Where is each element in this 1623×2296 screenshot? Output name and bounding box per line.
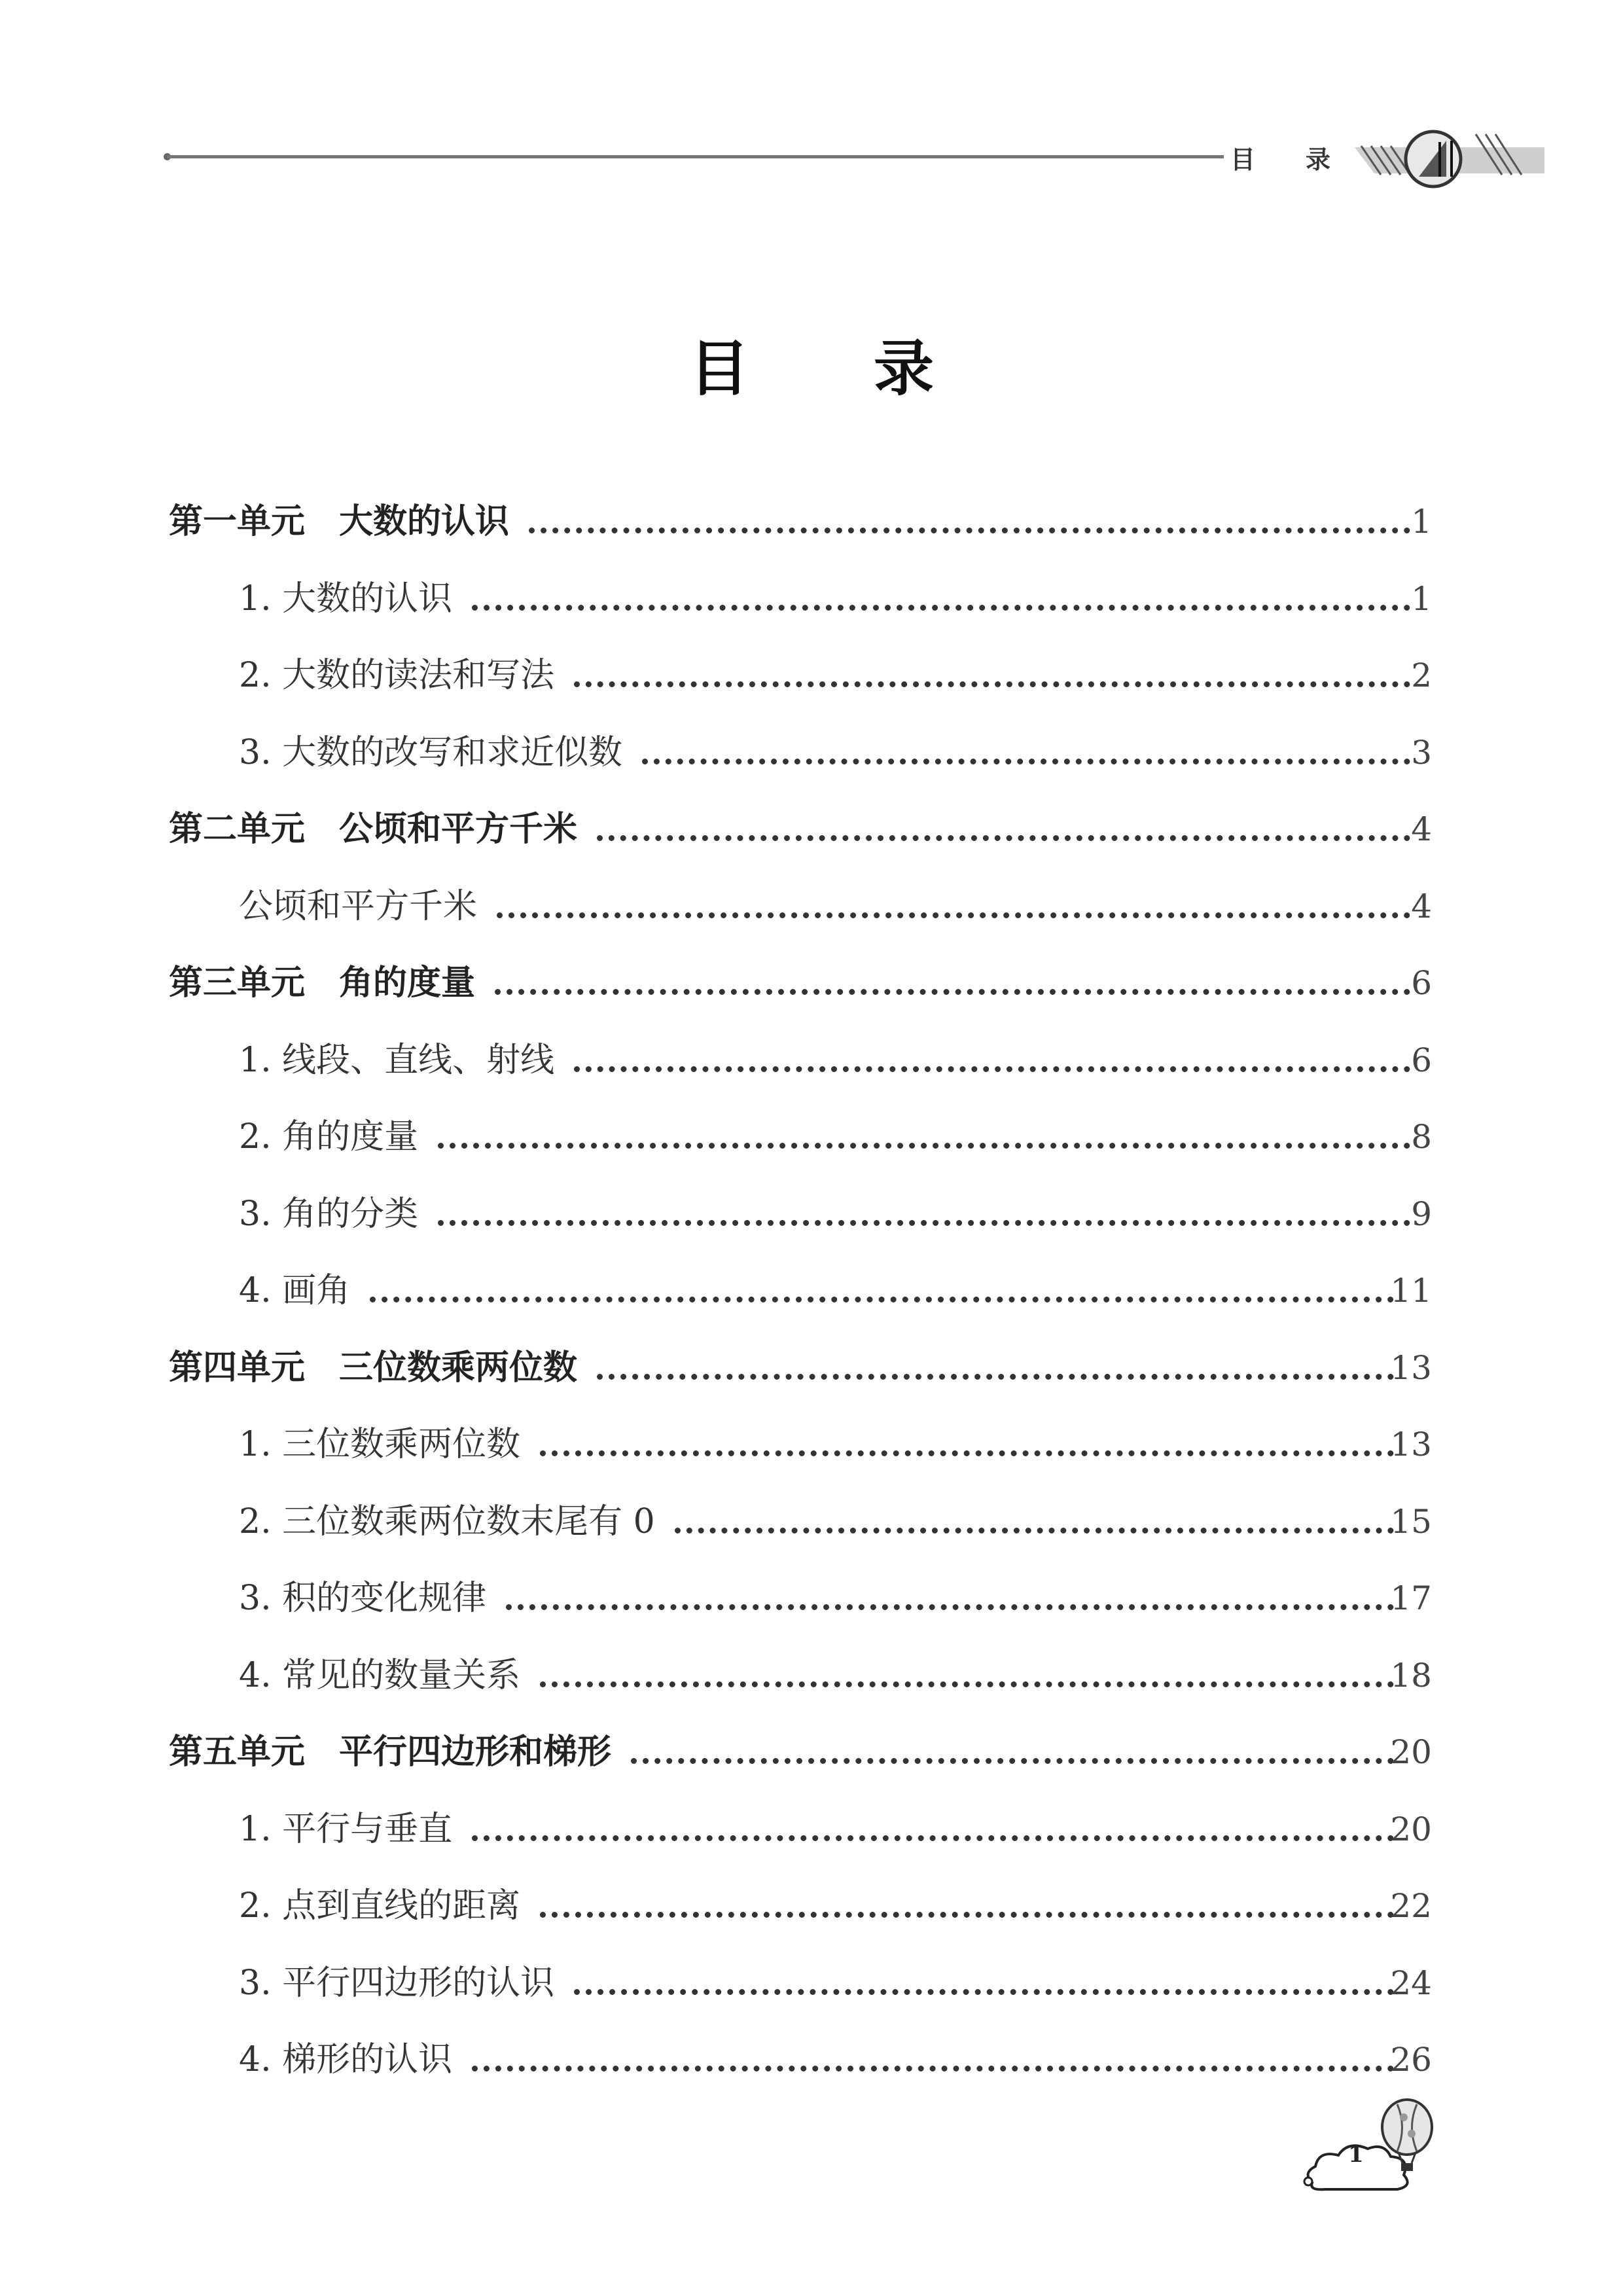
toc-page-number: 1 xyxy=(1411,503,1432,541)
toc-dot-leader xyxy=(675,1528,1394,1534)
toc-page-number: 6 xyxy=(1411,1041,1432,1079)
toc-entry-label: 2. 点到直线的距离 xyxy=(239,1886,521,1926)
toc-lesson-entry xyxy=(0,1646,1623,1705)
toc-dot-leader xyxy=(631,1758,1394,1764)
toc-dot-leader xyxy=(472,2066,1394,2072)
ruler-triangle-icon xyxy=(1348,121,1544,196)
toc-page-number: 22 xyxy=(1390,1887,1432,1925)
toc-entry-label: 3. 大数的改写和求近似数 xyxy=(239,732,623,772)
toc-lesson-entry xyxy=(0,723,1623,782)
toc-page-number: 9 xyxy=(1411,1194,1432,1233)
toc-entry-label: 第二单元 公顷和平方千米 xyxy=(169,810,578,849)
toc-entry-label: 4. 常见的数量关系 xyxy=(239,1655,521,1695)
toc-dot-leader xyxy=(472,1835,1394,1841)
toc-dot-leader xyxy=(574,681,1410,687)
toc-page-number: 18 xyxy=(1390,1656,1432,1695)
toc-lesson-entry xyxy=(0,2030,1623,2089)
toc-dot-leader xyxy=(497,912,1410,918)
toc-page-number: 24 xyxy=(1390,1964,1432,2002)
toc-page-number: 13 xyxy=(1390,1348,1432,1387)
toc-dot-leader xyxy=(438,1220,1410,1226)
toc-entry-label: 1. 平行与垂直 xyxy=(239,1809,453,1849)
toc-page-number: 20 xyxy=(1390,1810,1432,1848)
toc-entry-label: 3. 平行四边形的认识 xyxy=(239,1963,555,2003)
toc-page-number: 3 xyxy=(1411,733,1432,772)
toc-dot-leader xyxy=(574,1066,1410,1072)
toc-lesson-entry xyxy=(0,1492,1623,1551)
toc-lesson-entry xyxy=(0,646,1623,705)
toc-entry-label: 3. 角的分类 xyxy=(239,1194,419,1234)
header-label-left: 目 xyxy=(1230,145,1256,174)
toc-entry-label: 1. 大数的认识 xyxy=(239,579,453,619)
toc-entry-label: 公顷和平方千米 xyxy=(239,886,478,926)
toc-lesson-entry xyxy=(0,1415,1623,1474)
toc-lesson-entry xyxy=(0,1569,1623,1628)
toc-page-number: 6 xyxy=(1411,964,1432,1002)
toc-entry-label: 4. 梯形的认识 xyxy=(239,2040,453,2079)
toc-dot-leader xyxy=(438,1143,1410,1149)
toc-entry-label: 3. 积的变化规律 xyxy=(239,1579,487,1618)
toc-unit-entry xyxy=(0,492,1623,551)
toc-unit-entry xyxy=(0,800,1623,859)
toc-entry-label: 2. 三位数乘两位数末尾有 0 xyxy=(239,1501,655,1541)
toc-unit-entry xyxy=(0,954,1623,1013)
toc-dot-leader xyxy=(370,1297,1394,1302)
toc-page-number: 15 xyxy=(1390,1502,1432,1541)
page-title: 目录 xyxy=(689,334,1058,404)
toc-entry-label: 1. 线段、直线、射线 xyxy=(239,1040,555,1080)
toc-dot-leader xyxy=(529,528,1410,533)
toc-lesson-entry xyxy=(0,1185,1623,1244)
toc-page-number: 1 xyxy=(1411,579,1432,618)
toc-unit-entry xyxy=(0,1723,1623,1782)
toc-lesson-entry xyxy=(0,1261,1623,1320)
hot-air-balloon-cloud-icon xyxy=(1299,2098,1443,2196)
toc-page-number: 2 xyxy=(1411,656,1432,694)
toc-page-number: 13 xyxy=(1390,1426,1432,1463)
header-label-right: 录 xyxy=(1306,145,1331,174)
toc-dot-leader xyxy=(642,759,1410,764)
toc-page-number: 11 xyxy=(1390,1272,1432,1310)
toc-entry-label: 第五单元 平行四边形和梯形 xyxy=(169,1732,612,1772)
toc-entry-label: 第一单元 大数的认识 xyxy=(169,502,510,541)
toc-entry-label: 第四单元 三位数乘两位数 xyxy=(169,1348,578,1388)
toc-dot-leader xyxy=(495,989,1410,995)
toc-entry-label: 2. 角的度量 xyxy=(239,1117,419,1157)
toc-lesson-entry xyxy=(0,569,1623,628)
toc-dot-leader xyxy=(574,1989,1394,1995)
toc-dot-leader xyxy=(597,1374,1394,1380)
toc-entry-label: 4. 画角 xyxy=(239,1271,351,1310)
toc-entry-label: 第三单元 角的度量 xyxy=(169,963,476,1003)
toc-dot-leader xyxy=(540,1681,1394,1687)
toc-entry-label: 2. 大数的读法和写法 xyxy=(239,656,555,695)
toc-lesson-entry xyxy=(0,1031,1623,1090)
toc-page-number: 20 xyxy=(1390,1733,1432,1771)
toc-dot-leader xyxy=(540,1450,1394,1456)
toc-page-number: 4 xyxy=(1411,810,1432,848)
toc-dot-leader xyxy=(540,1912,1394,1918)
toc-page-number: 17 xyxy=(1390,1579,1432,1617)
toc-dot-leader xyxy=(597,835,1410,841)
page-number: 1 xyxy=(1348,2142,1364,2168)
toc-dot-leader xyxy=(506,1604,1394,1610)
toc-lesson-entry xyxy=(0,1876,1623,1935)
header-rule xyxy=(167,155,1224,158)
toc-entry-label: 1. 三位数乘两位数 xyxy=(239,1425,521,1464)
toc-dot-leader xyxy=(472,605,1410,611)
toc-lesson-entry xyxy=(0,1800,1623,1859)
toc-page-number: 8 xyxy=(1411,1118,1432,1156)
toc-page-number: 4 xyxy=(1411,887,1432,925)
toc-page-number: 26 xyxy=(1390,2041,1432,2079)
toc-lesson-entry xyxy=(0,877,1623,936)
toc-lesson-entry xyxy=(0,1107,1623,1166)
toc-unit-entry xyxy=(0,1338,1623,1397)
toc-lesson-entry xyxy=(0,1954,1623,2013)
